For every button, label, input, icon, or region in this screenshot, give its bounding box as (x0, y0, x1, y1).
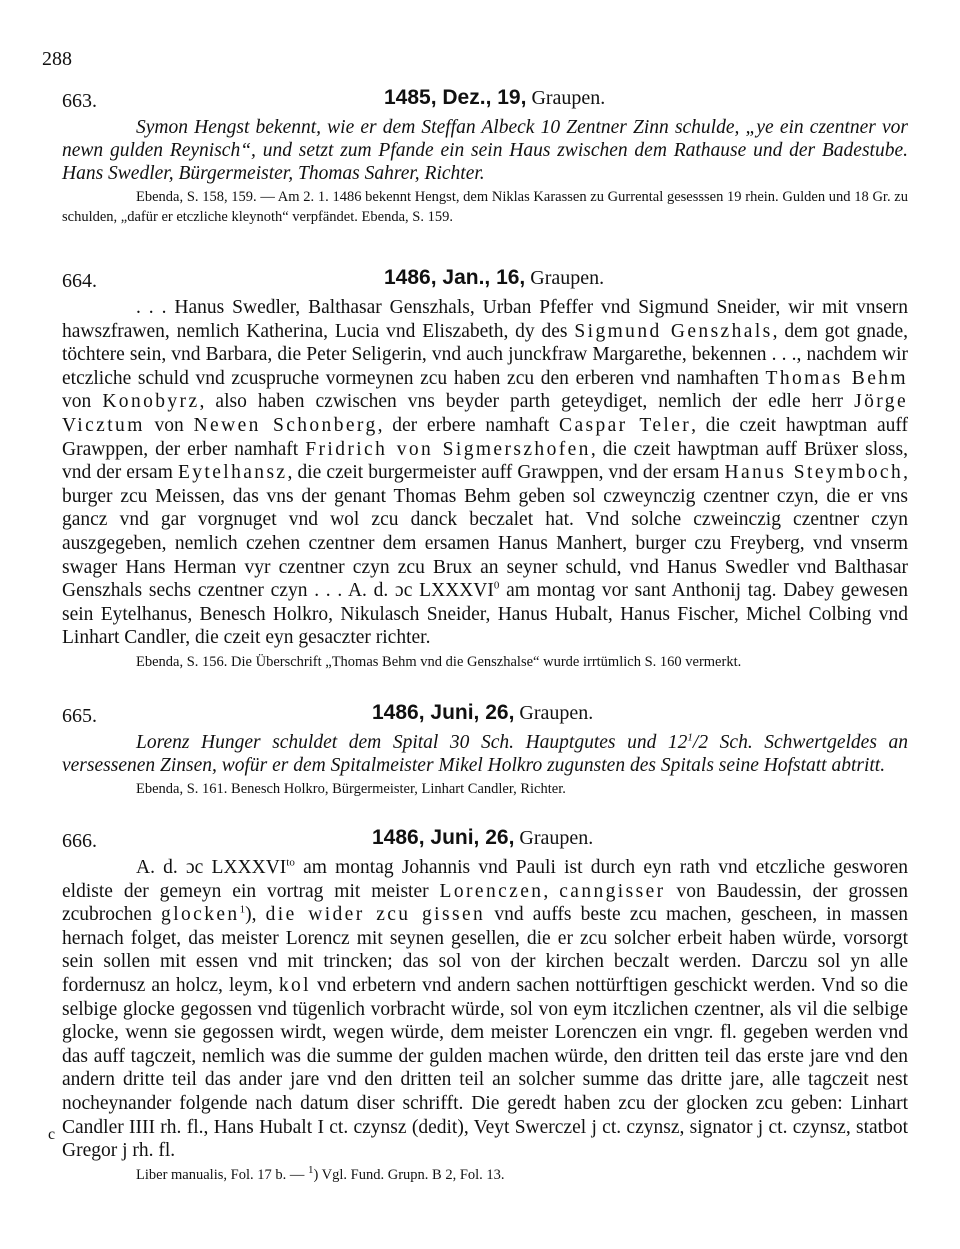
text-run: Liber manualis, Fol. 17 b. — (136, 1166, 308, 1183)
spaced-name: Lorenczen (439, 880, 544, 902)
spaced-name: Fridrich von Sigmerszhofen (305, 438, 591, 460)
text-run: /2 Sch. Schwertgeldes an versessenen Zinsen, wofür er dem Spitalmeister Mikel Holkro zugunsten des Spitals seine Hofstatt abtritt. (62, 732, 908, 776)
entry-regest: Symon Hengst bekennt, wie er dem Steffan Albeck 10 Zentner Zinn schulde, „ye ein czentner vor newn gulden Reynisch“, und setzt zum Pfande ein sein Haus zwischen dem Rathause und der Badestube. Hans Swedler, Bürgermeister, Thomas Sahrer, Richter. (62, 117, 908, 184)
entry-place: Graupen. (530, 267, 605, 289)
text-run: , (543, 880, 560, 902)
footnote-ref: 1 (239, 903, 246, 916)
entry-header (62, 701, 908, 731)
entry-number: 665. (62, 705, 97, 727)
entry-date-line (384, 86, 605, 110)
superscript: 1 (687, 731, 693, 744)
entry-regest (62, 731, 908, 777)
spaced-name: Newen Schonberg (193, 414, 378, 436)
text-run: . . . Hanus Swedler, Balthasar Genszhals, Urban Pfeffer vnd Sigmund Sneider, wir mit vnsern hawszfrawen, nemlich Katherina, Lucia vnd Eliszabeth, dy des (62, 297, 908, 342)
entry-date: 1485, Dez., 19, (384, 86, 527, 109)
entry-date-line (372, 826, 593, 850)
entry-number: 666. (62, 830, 97, 852)
text-run: , burger zcu Meissen, das vns der genant Thomas Behm geben sol czweynczig czentner czyn, die er vns gancz vnd gar vorgnuget vnd wol zcu danck beczalet hat. Vnd solche czweinczig czentner czyn auszgegeben, nemlich czehen czentner dem ersamen Hanus Manhert, burger czu Freyberg, vnd vnserm swager Hans Herman vyr czentner czyn zcu Brux an seyner schuld, vnd Hanus Swedler vnd Balthasar Genszhals sechs czentner czyn . . . A. d. ɔc LXXXVI (62, 462, 908, 602)
page-number: 288 (42, 48, 72, 70)
entry-footnote (62, 1165, 908, 1185)
entry-header (62, 826, 908, 856)
text-run: von (144, 414, 194, 436)
spaced-phrase: die wider zcu gissen (265, 904, 486, 926)
spaced-name: Konobyrz (102, 391, 200, 413)
spaced-name: Jörge Vicztum (62, 391, 908, 436)
entry-date-line (372, 701, 593, 725)
spaced-name: Sigmund Genszhals (574, 320, 773, 342)
text-run: A. d. ɔc LXXXVI (136, 857, 287, 878)
text-run: Lorenz Hunger schuldet dem Spital 30 Sch. Hauptgutes und 12 (136, 732, 688, 753)
entry-place: Graupen. (531, 87, 606, 109)
spaced-name: canngisser (559, 880, 666, 902)
entry-665 (62, 701, 908, 799)
text-run: ) Vgl. Fund. Grupn. B 2, Fol. 13. (313, 1166, 505, 1183)
entry-place: Graupen. (519, 827, 594, 849)
text-run: , dem got gnade, töchtere sein, vnd Barbara, die Peter Seligerin, vnd auch junckfraw Margarethe, bekennen . . ., nachdem wir etczliche schuld vnd zcuspruche vormeynen zcu haben zcu den erberen vnd namhaften (62, 320, 908, 389)
entry-date: 1486, Jan., 16, (384, 266, 526, 289)
entry-number: 663. (62, 90, 97, 112)
entry-header (62, 266, 908, 296)
text-run: , die czeit hawptman auff Grawppen, der erber namhaft (62, 414, 908, 460)
text-run: vnd auffs beste zcu machen, gescheen, in massen hernach folget, das meister Lorencz mit seynen gesellen, die er zcu solcher erbeit haben würde, vorsorgt sein sollen mit essen vnd mit trincken; das sol von der kirchen beczalt werden. Darczu sol yn alle fordernusz an holcz, leym, (62, 904, 908, 996)
entry-666 (62, 826, 908, 1185)
text-run: , die czeit burgermeister auff Grawppen, vnd der ersam (287, 462, 725, 484)
entry-source: Ebenda, S. 158, 159. — Am 2. 1. 1486 bekennt Hengst, dem Niklas Karassen zu Gurrental gesesssen 19 rhein. Gulden und 18 Gr. zu schulden, „dafür er etczliche kleynoth“ verpfändet. Ebenda, S. 159. (62, 189, 908, 225)
entry-header (62, 86, 908, 116)
spaced-name: Thomas Behm (765, 367, 908, 389)
entry-date: 1486, Juni, 26, (372, 701, 515, 724)
entry-664 (62, 266, 908, 672)
spaced-name: glocken (161, 904, 240, 926)
text-run: vnd erbetern vnd andern sachen nottürftigen geschickt werden. Vnd so die selbige glocke gegossen vnd tügenlich vorbracht würde, sol von eym itczlichen czentner, als vil die selbige glocke, wenn sie gegossen wirdt, wegen würde, dem meister Lorenczen ein vngr. fl. gegeben werden vnd das auff tagczeit, nemlich was die summe der gulden machen würde, den dritten teil das erste jare vnd den andern dritte teil das ander jare vnd den dritten teil an solcher summe das dritte jare, alle tagczeit nest nocheynander folgende nach datum diser schrifft. Die geredt haben zcu der glocken zcu geben: Linhart Candler IIII rh. fl., Hans Hubalt I ct. czynsz (dedit), Veyt Swerczel j ct. czynsz, signator j ct. czynsz, statbot Gregor j rh. fl. (62, 974, 908, 1162)
entry-date: 1486, Juni, 26, (372, 826, 515, 849)
entry-source: Ebenda, S. 156. Die Überschrift „Thomas Behm vnd die Genszhalse“ wurde irrtümlich S. 160 vermerkt. (136, 653, 742, 670)
text-run: von (62, 391, 103, 413)
spaced-name: Hanus Steymboch (724, 462, 904, 484)
margin-mark: c (48, 1126, 56, 1143)
spaced-name: Caspar Teler (559, 414, 692, 436)
entry-text (62, 856, 908, 1163)
entry-date-line (384, 266, 604, 290)
text-run: , der erbere namhaft (377, 414, 560, 436)
superscript: 0 (493, 579, 500, 592)
superscript: to (286, 856, 295, 869)
text-run: am montag Johannis vnd Pauli ist durch eyn rath vnd etczliche gesworen eldiste der gemeyn ein vortrag mit meister (62, 857, 908, 902)
text-run: , die czeit hawptman auff Brüxer sloss, vnd der ersam (62, 438, 908, 484)
entry-source: Ebenda, S. 161. Benesch Holkro, Bürgermeister, Linhart Candler, Richter. (136, 781, 566, 797)
entry-place: Graupen. (519, 702, 594, 724)
text-run: von Baudessin, der grossen zcubrochen (62, 880, 909, 926)
entry-text (62, 296, 908, 650)
spaced-word: kol (278, 974, 311, 996)
entry-663 (62, 86, 908, 227)
spaced-name: Eytelhansz (177, 462, 288, 484)
text-run: ), (245, 904, 266, 926)
entry-number: 664. (62, 270, 97, 292)
text-run: am montag vor sant Anthonij tag. Dabey gewesen sein Eytelhanus, Benesch Holkro, Nikulasch Sneider, Hanus Hubalt, Hanus Fischer, Michel Colbing vnd Linhart Candler, die czeit eyn gesaczter richter. (62, 580, 908, 649)
superscript: 1 (307, 1163, 314, 1176)
text-run: , also haben czwischen vns beyder parth geteydiget, nemlich der edle herr (199, 391, 855, 413)
